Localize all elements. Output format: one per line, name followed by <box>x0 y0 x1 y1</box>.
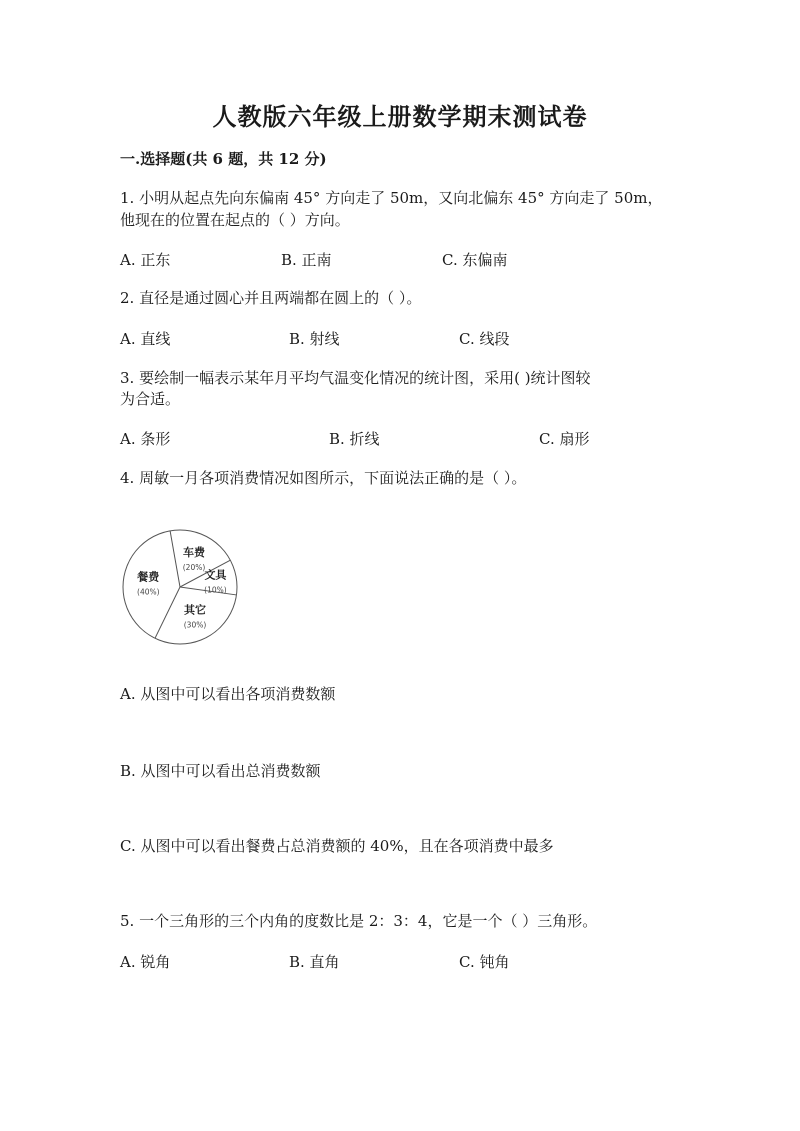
question-5-line1: 5. 一个三角形的三个内角的度数比是 2：3：4，它是一个（ ）三角形。 <box>120 912 598 930</box>
pie-slice-percent: (10%) <box>204 585 227 595</box>
question-2-option-a: A. 直线 <box>120 330 171 348</box>
question-2-option-b: B. 射线 <box>289 330 340 348</box>
question-4-option-b: B. 从图中可以看出总消费数额 <box>120 762 321 780</box>
question-2-line1: 2. 直径是通过圆心并且两端都在圆上的（ ）。 <box>120 289 422 307</box>
question-1-line2: 他现在的位置在起点的（ ）方向。 <box>120 211 350 229</box>
pie-slice-percent: (20%) <box>182 563 206 573</box>
question-1-option-a: A. 正东 <box>120 251 171 269</box>
section-heading: 一.选择题(共 6 题，共 12 分) <box>120 150 327 168</box>
question-5-option-c: C. 钝角 <box>459 953 510 971</box>
question-5-option-a: A. 锐角 <box>120 953 171 971</box>
pie-slice-label: 文具 <box>204 568 227 582</box>
question-4-option-c: C. 从图中可以看出餐费占总消费额的 40%，且在各项消费中最多 <box>120 837 554 855</box>
question-5-option-b: B. 直角 <box>289 953 340 971</box>
question-3-option-a: A. 条形 <box>120 430 171 448</box>
question-3-option-b: B. 折线 <box>329 430 380 448</box>
pie-slice-percent: (40%) <box>137 587 160 597</box>
question-1-option-b: B. 正南 <box>281 251 332 269</box>
question-1-line1: 1. 小明从起点先向东偏南 45° 方向走了 50m，又向北偏东 45° 方向走了 50m， <box>120 189 663 207</box>
question-4-option-a: A. 从图中可以看出各项消费数额 <box>120 685 336 703</box>
question-1-option-c: C. 东偏南 <box>442 251 508 269</box>
pie-slice-percent: (30%) <box>183 620 207 630</box>
question-3-option-c: C. 扇形 <box>539 430 590 448</box>
pie-slice-label: 车费 <box>183 546 206 560</box>
question-4-line1: 4. 周敏一月各项消费情况如图所示，下面说法正确的是（ ）。 <box>120 469 527 487</box>
question-3-line1: 3. 要绘制一幅表示某年月平均气温变化情况的统计图，采用( )统计图较 <box>120 369 591 387</box>
pie-svg <box>118 525 242 649</box>
question-3-line2: 为合适。 <box>120 390 181 408</box>
pie-slice-label: 其它 <box>184 603 207 617</box>
page-title: 人教版六年级上册数学期末测试卷 <box>212 102 588 131</box>
consumption-pie-chart <box>118 525 242 649</box>
pie-slice-label: 餐费 <box>137 570 160 584</box>
question-2-option-c: C. 线段 <box>459 330 510 348</box>
